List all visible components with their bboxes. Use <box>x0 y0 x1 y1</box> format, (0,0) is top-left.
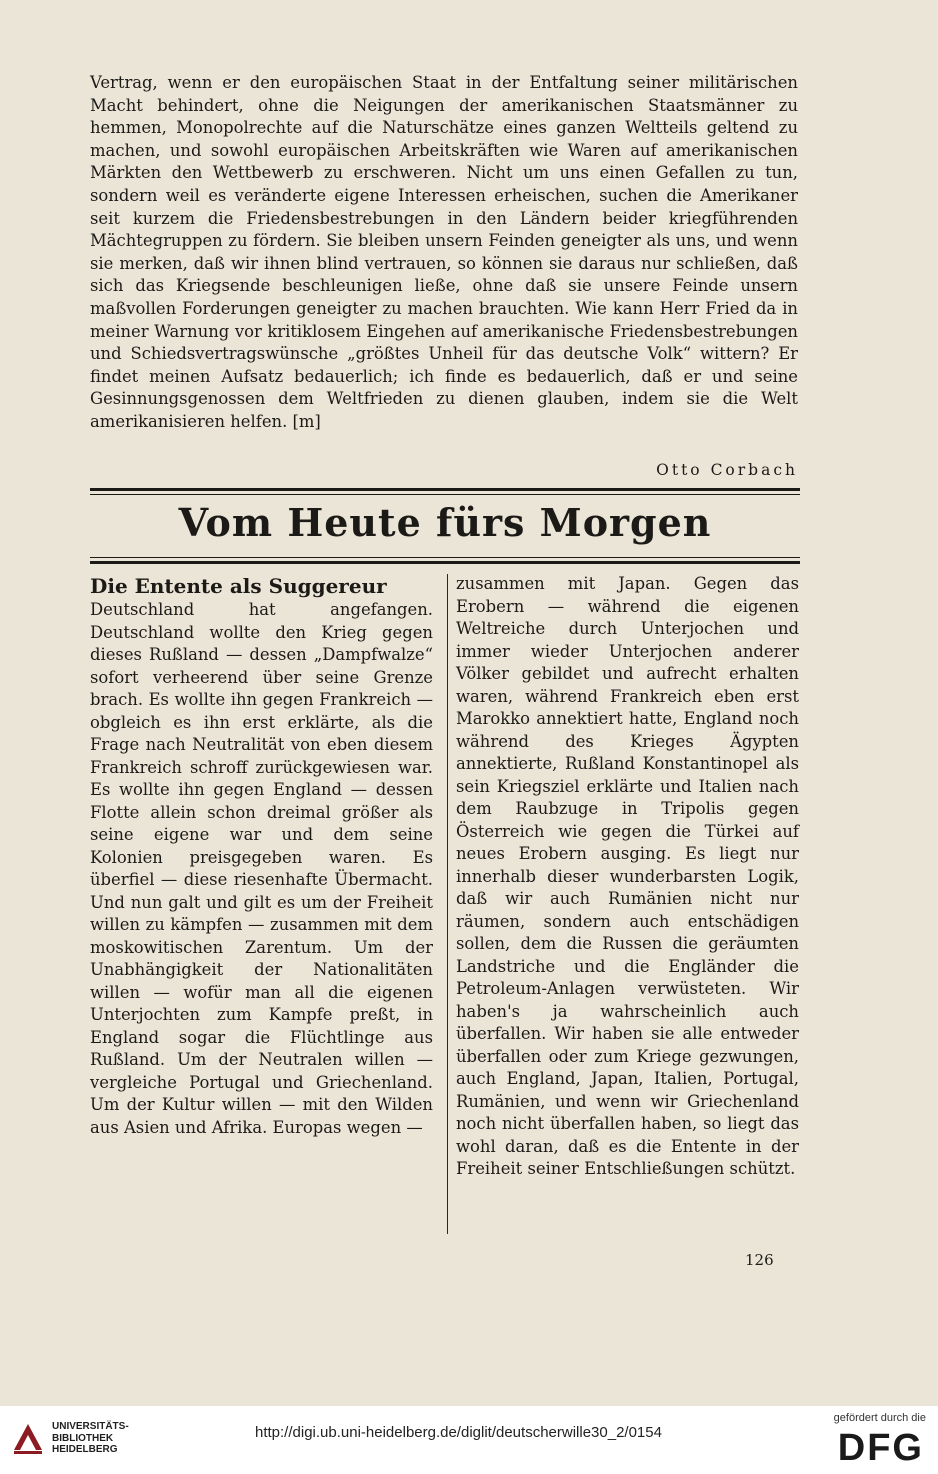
section-rule-top-thick <box>90 488 800 491</box>
library-name: UNIVERSITÄTS- BIBLIOTHEK HEIDELBERG <box>52 1421 129 1455</box>
digitization-url-link[interactable]: http://digi.ub.uni-heidelberg.de/diglit/deutscherwille30_2/0154 <box>255 1424 662 1441</box>
university-library-logo-icon <box>10 1420 46 1456</box>
funding-caption: gefördert durch die <box>833 1412 926 1424</box>
author-signature: Otto Corbach <box>656 461 798 479</box>
previous-article-paragraph: Vertrag, wenn er den europäischen Staat in der Entfaltung seiner militärischen Macht behindert, ohne die Neigungen der amerikanischen Staatsmänner zu hemmen, Monopolrechte auf die Naturschätze eines ganzen Weltteils geltend zu machen, und sowohl europäischen Arbeitskräften wie Waren auf amerikanischen Märkten den Wettbewerb zu erschweren. Nicht um uns einen Gefallen zu tun, sondern weil es veränderte eigene Interessen erheischen, suchen die Amerikaner seit kurzem die Friedensbestrebungen in den Ländern beider kriegführenden Mächtegruppen zu fördern. Sie bleiben unsern Feinden geneigter als uns, und wenn sie merken, daß wir ihnen blind vertrauen, so können sie daraus nur schließen, daß sich das Kriegsende beschleunigen ließe, ohne daß sie unsere Feinde unsern maßvollen Forderungen geneigter zu machen brauchten. Wie kann Herr Fried da in meiner Warnung vor kritiklosem Eingehen auf amerikanische Friedensbestrebungen und Schiedsvertragswünsche „größtes Unheil für das deutsche Volk“ wittern? Er findet meinen Aufsatz bedauerlich; ich finde es bedauerlich, daß er und seine Gesinnungsgenossen dem Weltfrieden zu dienen glauben, indem sie die Welt amerikanisieren helfen. [m] <box>90 73 798 431</box>
article-title: Die Entente als Suggereur <box>90 574 387 598</box>
column-divider <box>447 574 448 1234</box>
article-text-left: Deutschland hat angefangen. Deutschland wollte den Krieg gegen dieses Rußland — dessen „Dampfwalze“ sofort verheerend über seine Grenze brach. Es wollte ihn gegen Frankreich — obgleich es ihn erst erklärte, als die Frage nach Neutralität von eben diesem Frankreich schroff zurückgewiesen war. Es wollte ihn gegen England — dessen Flotte allein schon dreimal größer als seine eigene war und dem seine Kolonien preisgegeben waren. Es überfiel — diese riesenhafte Übermacht. Und nun galt und gilt es um der Freiheit willen zu kämpfen — zusammen mit dem moskowitischen Zarentum. Um der Unabhängigkeit der Nationalitäten willen — wofür man all die eigenen Unterjochten zum Kampfe preßt, in England sogar die Flüchtlinge aus Rußland. Um der Neutralen willen — vergleiche Portugal und Griechenland. Um der Kultur willen — mit den Wilden aus Asien und Afrika. Europas wegen — <box>90 600 433 1137</box>
section-rule-bottom-thin <box>90 557 800 558</box>
section-rule-bottom-thick <box>90 561 800 564</box>
article-text-right: zusammen mit Japan. Gegen das Erobern — während die eigenen Weltreiche durch Unterjochen und immer wieder Unterjochen anderer Völker gebildet und aufrecht erhalten waren, während Frankreich eben erst Marokko annektiert hatte, England noch während des Krieges Ägypten annektierte, Rußland Konstantinopel als sein Kriegsziel erklärte und Italien nach dem Raubzuge in Tripolis gegen Österreich wie gegen die Türkei auf neues Erobern ausging. Es liegt nur innerhalb dieser wunderbarsten Logik, daß wir auch Rumänien nicht nur räumen, sondern auch entschädigen sollen, dem die Russen die geräumten Landstriche und die Engländer die Petroleum-Anlagen verwüsteten. Wir haben's ja wahrscheinlich auch überfallen. Wir haben sie alle entweder überfallen oder zum Kriege gezwungen, auch England, Japan, Italien, Portugal, Rumänien, und wenn wir Griechenland noch nicht überfallen haben, so liegt das wohl daran, daß es die Entente in der Freiheit seiner Entschließungen schützt. <box>456 574 799 1178</box>
previous-article-continuation <box>90 72 798 434</box>
dfg-logo: DFG <box>837 1427 924 1469</box>
digitization-footer <box>0 1406 938 1474</box>
article-column-left <box>90 573 433 1139</box>
article-column-right <box>456 573 799 1181</box>
section-title: Vom Heute fürs Morgen <box>178 500 712 545</box>
section-rule-top-thin <box>90 494 800 495</box>
page-number: 126 <box>745 1251 774 1269</box>
